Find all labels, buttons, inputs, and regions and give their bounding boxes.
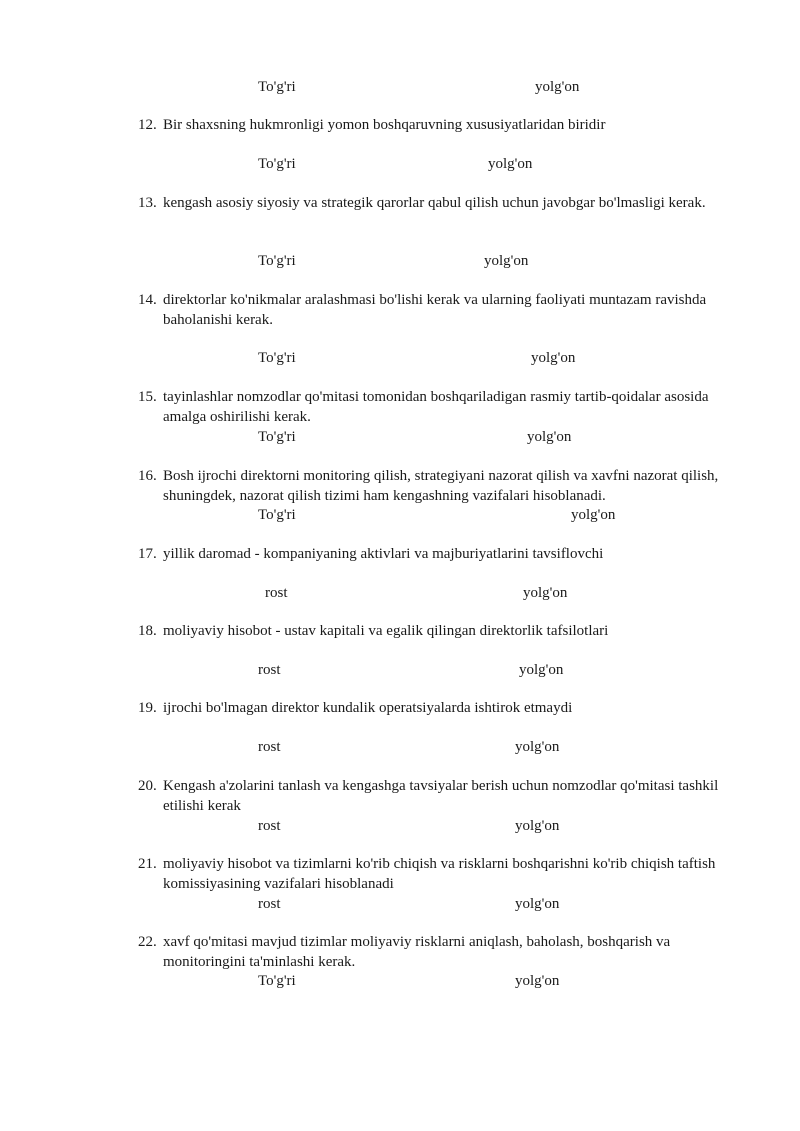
option-true: rost (258, 896, 281, 912)
question-number: 12. (138, 117, 157, 133)
question-20 (138, 776, 738, 816)
option-true: To'g'ri (258, 973, 296, 989)
question-number: 22. (138, 934, 157, 950)
question-text: yillik daromad - kompaniyaning aktivlari va majburiyatlarini tavsiflovchi (163, 546, 604, 562)
option-false: yolg'on (519, 662, 564, 678)
question-18 (138, 621, 738, 641)
option-true: To'g'ri (258, 429, 296, 445)
question-number: 21. (138, 856, 157, 872)
option-true: To'g'ri (258, 350, 296, 366)
option-true: rost (258, 818, 281, 834)
question-21 (138, 854, 738, 894)
question-15 (138, 387, 738, 427)
question-text: Kengash a'zolarini tanlash va kengashga tavsiyalar berish uchun nomzodlar qo'mitasi tashkil etilishi kerak (163, 778, 719, 814)
question-text: ijrochi bo'lmagan direktor kundalik operatsiyalarda ishtirok etmaydi (163, 700, 573, 716)
question-number: 13. (138, 195, 157, 211)
option-false: yolg'on (527, 429, 572, 445)
option-false: yolg'on (515, 896, 560, 912)
question-13 (138, 193, 738, 213)
option-false: yolg'on (535, 79, 580, 95)
option-false: yolg'on (531, 350, 576, 366)
question-text: tayinlashlar nomzodlar qo'mitasi tomonidan boshqariladigan rasmiy tartib-qoidalar asosida amalga oshirilishi kerak. (163, 389, 709, 425)
option-true: rost (258, 662, 281, 678)
option-false: yolg'on (571, 507, 616, 523)
option-true: To'g'ri (258, 253, 296, 269)
question-17 (138, 544, 738, 564)
question-19 (138, 698, 738, 718)
question-number: 19. (138, 700, 157, 716)
option-false: yolg'on (523, 585, 568, 601)
question-number: 17. (138, 546, 157, 562)
question-text: moliyaviy hisobot va tizimlarni ko'rib chiqish va risklarni boshqarishni ko'rib chiqish taftish komissiyasining vazifalari hisoblanadi (163, 856, 716, 892)
option-true: rost (265, 585, 288, 601)
option-true: rost (258, 739, 281, 755)
question-number: 16. (138, 468, 157, 484)
question-number: 14. (138, 292, 157, 308)
option-false: yolg'on (484, 253, 529, 269)
question-number: 20. (138, 778, 157, 794)
question-14 (138, 290, 738, 330)
option-false: yolg'on (515, 973, 560, 989)
option-false: yolg'on (515, 739, 560, 755)
question-text: Bir shaxsning hukmronligi yomon boshqaruvning xususiyatlaridan biridir (163, 117, 606, 133)
question-22 (138, 932, 738, 972)
option-true: To'g'ri (258, 156, 296, 172)
question-number: 15. (138, 389, 157, 405)
option-true: To'g'ri (258, 507, 296, 523)
question-text: direktorlar ko'nikmalar aralashmasi bo'lishi kerak va ularning faoliyati muntazam ravishda baholanishi kerak. (163, 292, 707, 328)
question-text: kengash asosiy siyosiy va strategik qarorlar qabul qilish uchun javobgar bo'lmasligi kerak. (163, 195, 706, 211)
option-false: yolg'on (488, 156, 533, 172)
question-text: moliyaviy hisobot - ustav kapitali va egalik qilingan direktorlik tafsilotlari (163, 623, 609, 639)
question-text: Bosh ijrochi direktorni monitoring qilish, strategiyani nazorat qilish va xavfni nazorat qilish, shuningdek, nazorat qilish tizimi ham kengashning vazifalari hisoblanadi. (163, 468, 719, 504)
question-text: xavf qo'mitasi mavjud tizimlar moliyaviy risklarni aniqlash, baholash, boshqarish va monitoringini ta'minlashi kerak. (163, 934, 671, 970)
question-16 (138, 466, 738, 506)
question-number: 18. (138, 623, 157, 639)
option-false: yolg'on (515, 818, 560, 834)
option-true: To'g'ri (258, 79, 296, 95)
question-12 (138, 115, 738, 135)
